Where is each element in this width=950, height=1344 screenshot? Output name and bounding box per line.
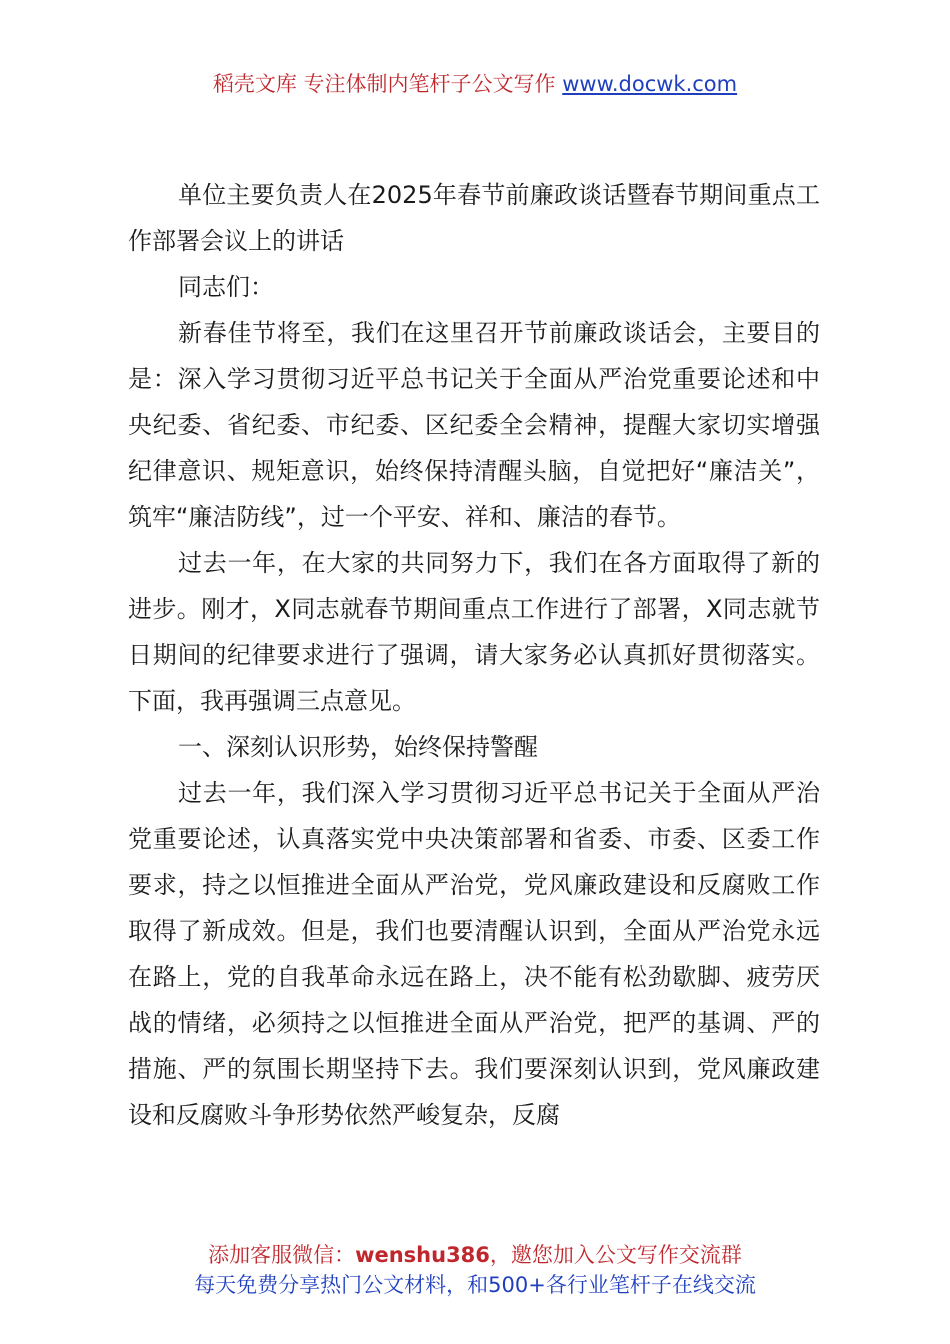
paragraph-situation: 过去一年，我们深入学习贯彻习近平总书记关于全面从严治党重要论述，认真落实党中央决策部署和省委、市委、区委工作要求，持之以恒推进全面从严治党，党风廉政建设和反腐败工作取得了新成效。但是，我们也要清醒认识到，全面从严治党永远在路上，党的自我革命永远在路上，决不能有松劲歇脚、疲劳厌战的情绪，必须持之以恒推进全面从严治党，把严的基调、严的措施、严的氛围长期坚持下去。我们要深刻认识到，党风廉政建设和反腐败斗争形势依然严峻复杂，反腐 xyxy=(128,779,820,1129)
footer-share-line: 每天免费分享热门公文材料，和500+各行业笔杆子在线交流 xyxy=(194,1273,756,1297)
paragraph-intro: 新春佳节将至，我们在这里召开节前廉政谈话会，主要目的是：深入学习贯彻习近平总书记关于全面从严治党重要论述和中央纪委、省纪委、市纪委、区纪委全会精神，提醒大家切实增强纪律意识、规矩意识，始终保持清醒头脑，自觉把好“廉洁关”，筑牢“廉洁防线”，过一个平安、祥和、廉洁的春节。 xyxy=(128,319,820,531)
footer-wechat-line xyxy=(0,1240,950,1270)
page-footer xyxy=(0,1240,950,1300)
document-body xyxy=(128,172,820,1138)
paragraph-review: 过去一年，在大家的共同努力下，我们在各方面取得了新的进步。刚才，X同志就春节期间重点工作进行了部署，X同志就节日期间的纪律要求进行了强调，请大家务必认真抓好贯彻落实。下面，我再强调三点意见。 xyxy=(128,549,820,715)
section-heading-1: 一、深刻认识形势，始终保持警醒 xyxy=(178,733,538,761)
site-link[interactable]: www.docwk.com xyxy=(562,72,738,96)
brand-text: 稻壳文库 专注体制内笔杆子公文写作 xyxy=(212,72,556,96)
wechat-id: wenshu386 xyxy=(355,1243,490,1267)
footer-wechat-suffix: ，邀您加入公文写作交流群 xyxy=(489,1243,742,1267)
footer-wechat-prefix: 添加客服微信： xyxy=(208,1243,356,1267)
salutation: 同志们： xyxy=(178,273,274,301)
page-header xyxy=(0,68,950,100)
document-title: 单位主要负责人在2025年春节前廉政谈话暨春节期间重点工作部署会议上的讲话 xyxy=(128,181,820,255)
